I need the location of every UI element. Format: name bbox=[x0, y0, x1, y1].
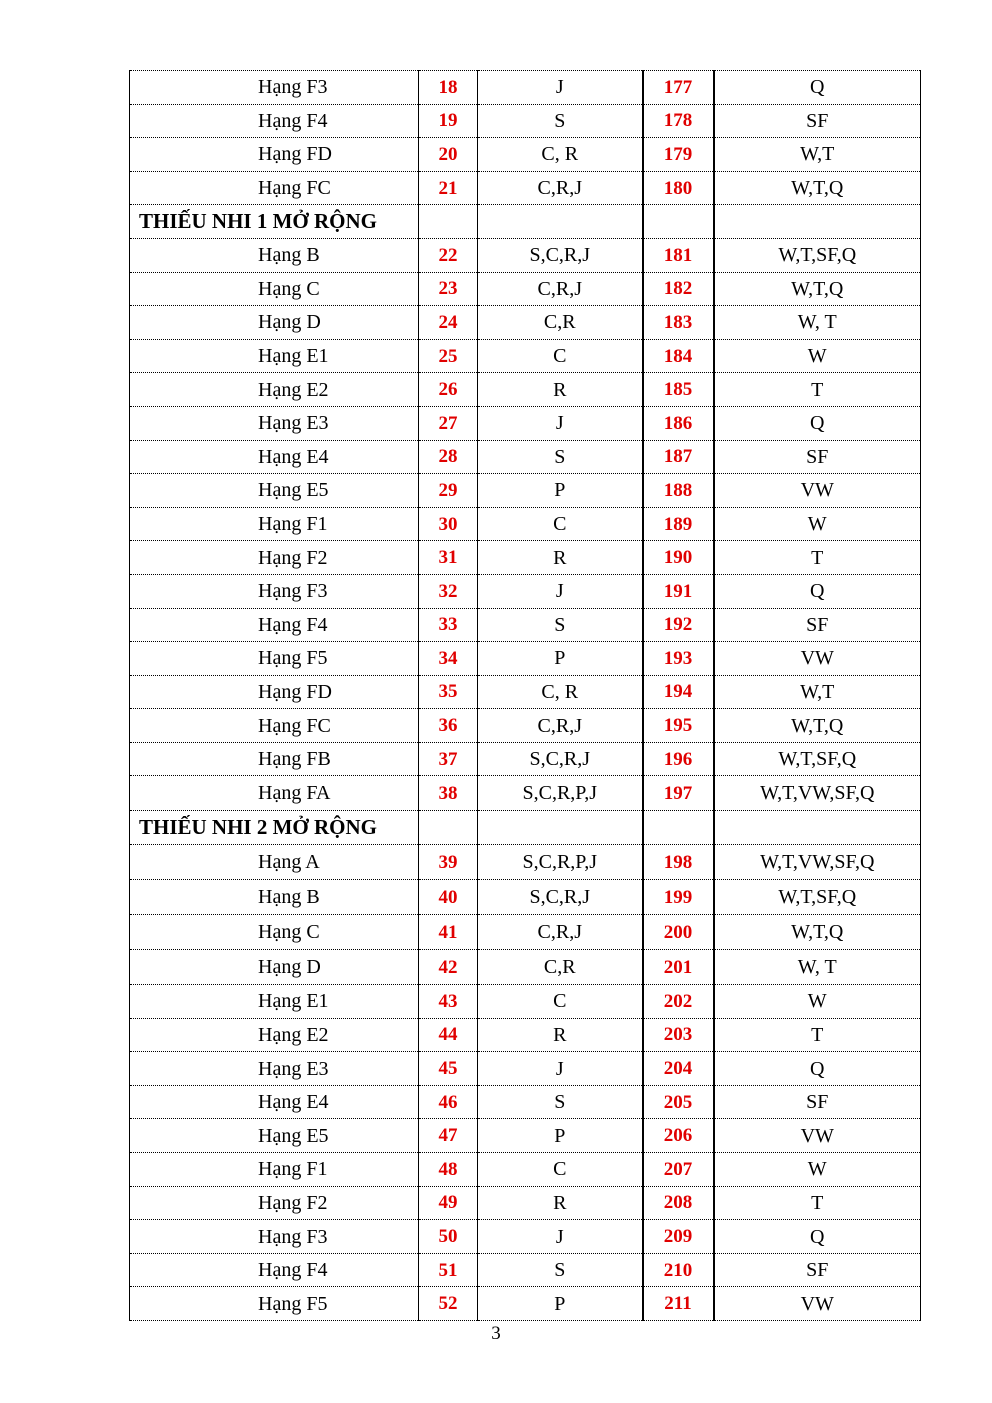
dance-codes-2-cell: VW bbox=[714, 1287, 921, 1321]
dance-codes-2-cell bbox=[714, 811, 921, 845]
table-row bbox=[130, 71, 921, 105]
event-number-1-cell: 35 bbox=[419, 675, 478, 709]
category-name-cell: THIẾU NHI 1 MỞ RỘNG bbox=[130, 205, 419, 239]
dance-codes-1-cell: S,C,R,P,J bbox=[478, 776, 643, 811]
event-number-1-cell: 41 bbox=[419, 915, 478, 950]
table-row bbox=[130, 1153, 921, 1187]
table-row bbox=[130, 104, 921, 138]
event-number-1-cell: 25 bbox=[419, 339, 478, 373]
table-row bbox=[130, 574, 921, 608]
category-name-cell: Hạng B bbox=[130, 238, 419, 272]
category-name-cell: Hạng FC bbox=[130, 171, 419, 205]
category-name-cell: Hạng E2 bbox=[130, 1018, 419, 1052]
dance-codes-2-cell: VW bbox=[714, 642, 921, 676]
dance-codes-2-cell: Q bbox=[714, 574, 921, 608]
table-row bbox=[130, 675, 921, 709]
category-table bbox=[129, 70, 921, 1321]
event-number-1-cell: 43 bbox=[419, 985, 478, 1019]
dance-codes-2-cell: T bbox=[714, 541, 921, 575]
table-row bbox=[130, 339, 921, 373]
table-row bbox=[130, 1220, 921, 1254]
event-number-1-cell bbox=[419, 205, 478, 239]
event-number-2-cell: 195 bbox=[643, 709, 714, 743]
event-number-2-cell: 200 bbox=[643, 915, 714, 950]
dance-codes-1-cell: J bbox=[478, 574, 643, 608]
category-name-cell: Hạng F3 bbox=[130, 574, 419, 608]
dance-codes-2-cell: W,T,Q bbox=[714, 272, 921, 306]
category-name-cell: Hạng E3 bbox=[130, 406, 419, 440]
dance-codes-1-cell: P bbox=[478, 1119, 643, 1153]
event-number-1-cell: 39 bbox=[419, 845, 478, 880]
table-row bbox=[130, 1287, 921, 1321]
event-number-2-cell: 180 bbox=[643, 171, 714, 205]
dance-codes-2-cell: W bbox=[714, 985, 921, 1019]
dance-codes-1-cell: J bbox=[478, 71, 643, 105]
event-number-1-cell: 33 bbox=[419, 608, 478, 642]
dance-codes-2-cell: Q bbox=[714, 1220, 921, 1254]
event-number-2-cell: 179 bbox=[643, 138, 714, 172]
event-number-1-cell: 48 bbox=[419, 1153, 478, 1187]
dance-codes-1-cell: S,C,R,J bbox=[478, 880, 643, 915]
dance-codes-2-cell: VW bbox=[714, 1119, 921, 1153]
dance-codes-1-cell: C,R,J bbox=[478, 709, 643, 743]
event-number-2-cell: 203 bbox=[643, 1018, 714, 1052]
event-number-1-cell: 27 bbox=[419, 406, 478, 440]
category-name-cell: Hạng FD bbox=[130, 138, 419, 172]
event-number-2-cell bbox=[643, 205, 714, 239]
event-number-2-cell: 187 bbox=[643, 440, 714, 474]
event-number-2-cell: 189 bbox=[643, 507, 714, 541]
table-row bbox=[130, 1186, 921, 1220]
dance-codes-2-cell: SF bbox=[714, 1253, 921, 1287]
event-number-1-cell: 28 bbox=[419, 440, 478, 474]
category-name-cell: Hạng E2 bbox=[130, 373, 419, 407]
table-row bbox=[130, 985, 921, 1019]
category-name-cell: Hạng E3 bbox=[130, 1052, 419, 1086]
table-row bbox=[130, 373, 921, 407]
dance-codes-2-cell: VW bbox=[714, 474, 921, 508]
dance-codes-2-cell: W,T,Q bbox=[714, 915, 921, 950]
event-number-1-cell: 42 bbox=[419, 950, 478, 985]
event-number-1-cell: 34 bbox=[419, 642, 478, 676]
dance-codes-1-cell: C,R bbox=[478, 306, 643, 340]
category-name-cell: Hạng D bbox=[130, 306, 419, 340]
dance-codes-2-cell: W bbox=[714, 339, 921, 373]
dance-codes-2-cell: W,T bbox=[714, 675, 921, 709]
category-name-cell: Hạng FB bbox=[130, 742, 419, 776]
event-number-2-cell: 185 bbox=[643, 373, 714, 407]
category-name-cell: Hạng FD bbox=[130, 675, 419, 709]
event-number-2-cell: 177 bbox=[643, 71, 714, 105]
table-row bbox=[130, 950, 921, 985]
category-name-cell: Hạng E5 bbox=[130, 474, 419, 508]
event-number-2-cell: 196 bbox=[643, 742, 714, 776]
dance-codes-1-cell: S,C,R,J bbox=[478, 238, 643, 272]
table-row bbox=[130, 845, 921, 880]
event-number-2-cell: 188 bbox=[643, 474, 714, 508]
event-number-2-cell: 211 bbox=[643, 1287, 714, 1321]
section-header-row bbox=[130, 811, 921, 845]
category-name-cell: THIẾU NHI 2 MỞ RỘNG bbox=[130, 811, 419, 845]
event-number-2-cell: 178 bbox=[643, 104, 714, 138]
table-row bbox=[130, 1085, 921, 1119]
category-name-cell: Hạng A bbox=[130, 845, 419, 880]
dance-codes-1-cell: P bbox=[478, 642, 643, 676]
dance-codes-2-cell: SF bbox=[714, 440, 921, 474]
dance-codes-1-cell: S bbox=[478, 1085, 643, 1119]
dance-codes-1-cell: S bbox=[478, 608, 643, 642]
dance-codes-2-cell: W bbox=[714, 507, 921, 541]
event-number-1-cell: 26 bbox=[419, 373, 478, 407]
dance-codes-1-cell: C,R,J bbox=[478, 915, 643, 950]
event-number-1-cell: 46 bbox=[419, 1085, 478, 1119]
category-name-cell: Hạng E4 bbox=[130, 1085, 419, 1119]
category-name-cell: Hạng B bbox=[130, 880, 419, 915]
table-row bbox=[130, 238, 921, 272]
event-number-2-cell: 194 bbox=[643, 675, 714, 709]
event-number-1-cell: 47 bbox=[419, 1119, 478, 1153]
dance-codes-2-cell: T bbox=[714, 1186, 921, 1220]
table-row bbox=[130, 915, 921, 950]
event-number-1-cell: 36 bbox=[419, 709, 478, 743]
table-row bbox=[130, 272, 921, 306]
event-number-2-cell: 205 bbox=[643, 1085, 714, 1119]
dance-codes-1-cell: C,R bbox=[478, 950, 643, 985]
dance-codes-2-cell bbox=[714, 205, 921, 239]
page-number: 3 bbox=[491, 1323, 501, 1344]
table-row bbox=[130, 1018, 921, 1052]
category-name-cell: Hạng E4 bbox=[130, 440, 419, 474]
dance-codes-2-cell: T bbox=[714, 1018, 921, 1052]
table-row bbox=[130, 776, 921, 811]
dance-codes-2-cell: SF bbox=[714, 1085, 921, 1119]
dance-codes-2-cell: W bbox=[714, 1153, 921, 1187]
category-name-cell: Hạng F3 bbox=[130, 71, 419, 105]
event-number-1-cell: 40 bbox=[419, 880, 478, 915]
event-number-1-cell: 52 bbox=[419, 1287, 478, 1321]
dance-codes-2-cell: W,T,Q bbox=[714, 171, 921, 205]
event-number-1-cell: 23 bbox=[419, 272, 478, 306]
event-number-2-cell: 186 bbox=[643, 406, 714, 440]
dance-codes-1-cell: C,R,J bbox=[478, 171, 643, 205]
dance-codes-1-cell: R bbox=[478, 1018, 643, 1052]
dance-codes-1-cell bbox=[478, 811, 643, 845]
event-number-2-cell: 206 bbox=[643, 1119, 714, 1153]
dance-codes-2-cell: W, T bbox=[714, 950, 921, 985]
event-number-1-cell: 19 bbox=[419, 104, 478, 138]
dance-codes-2-cell: W,T,Q bbox=[714, 709, 921, 743]
event-number-1-cell: 50 bbox=[419, 1220, 478, 1254]
dance-codes-1-cell: S bbox=[478, 104, 643, 138]
event-number-2-cell: 209 bbox=[643, 1220, 714, 1254]
event-number-2-cell: 201 bbox=[643, 950, 714, 985]
table-row bbox=[130, 541, 921, 575]
category-name-cell: Hạng F5 bbox=[130, 642, 419, 676]
category-name-cell: Hạng F1 bbox=[130, 507, 419, 541]
event-number-2-cell: 204 bbox=[643, 1052, 714, 1086]
event-number-1-cell: 49 bbox=[419, 1186, 478, 1220]
event-number-2-cell: 198 bbox=[643, 845, 714, 880]
table-row bbox=[130, 138, 921, 172]
dance-codes-1-cell: J bbox=[478, 1220, 643, 1254]
event-number-1-cell: 32 bbox=[419, 574, 478, 608]
table-row bbox=[130, 608, 921, 642]
category-name-cell: Hạng F3 bbox=[130, 1220, 419, 1254]
dance-codes-2-cell: W,T bbox=[714, 138, 921, 172]
dance-codes-2-cell: SF bbox=[714, 608, 921, 642]
event-number-2-cell: 197 bbox=[643, 776, 714, 811]
dance-codes-2-cell: SF bbox=[714, 104, 921, 138]
event-number-1-cell: 51 bbox=[419, 1253, 478, 1287]
dance-codes-1-cell: C bbox=[478, 985, 643, 1019]
dance-codes-1-cell: J bbox=[478, 406, 643, 440]
dance-codes-1-cell: S bbox=[478, 440, 643, 474]
category-name-cell: Hạng F4 bbox=[130, 1253, 419, 1287]
event-number-1-cell: 18 bbox=[419, 71, 478, 105]
dance-codes-1-cell: C bbox=[478, 339, 643, 373]
category-name-cell: Hạng FC bbox=[130, 709, 419, 743]
event-number-2-cell: 191 bbox=[643, 574, 714, 608]
table-row bbox=[130, 880, 921, 915]
category-name-cell: Hạng E5 bbox=[130, 1119, 419, 1153]
dance-codes-1-cell: C,R,J bbox=[478, 272, 643, 306]
event-number-1-cell: 45 bbox=[419, 1052, 478, 1086]
event-number-1-cell: 44 bbox=[419, 1018, 478, 1052]
section-header-row bbox=[130, 205, 921, 239]
category-name-cell: Hạng FA bbox=[130, 776, 419, 811]
table-row bbox=[130, 474, 921, 508]
dance-codes-2-cell: W, T bbox=[714, 306, 921, 340]
category-name-cell: Hạng C bbox=[130, 272, 419, 306]
category-name-cell: Hạng F4 bbox=[130, 104, 419, 138]
event-number-1-cell: 38 bbox=[419, 776, 478, 811]
dance-codes-2-cell: W,T,SF,Q bbox=[714, 742, 921, 776]
dance-codes-2-cell: W,T,SF,Q bbox=[714, 238, 921, 272]
category-name-cell: Hạng E1 bbox=[130, 339, 419, 373]
event-number-1-cell: 29 bbox=[419, 474, 478, 508]
dance-codes-1-cell: S,C,R,P,J bbox=[478, 845, 643, 880]
event-number-2-cell: 202 bbox=[643, 985, 714, 1019]
event-number-2-cell: 184 bbox=[643, 339, 714, 373]
dance-codes-1-cell: C bbox=[478, 507, 643, 541]
dance-codes-1-cell: R bbox=[478, 541, 643, 575]
table-row bbox=[130, 742, 921, 776]
event-number-2-cell: 199 bbox=[643, 880, 714, 915]
event-number-1-cell: 21 bbox=[419, 171, 478, 205]
dance-codes-2-cell: T bbox=[714, 373, 921, 407]
event-number-2-cell: 190 bbox=[643, 541, 714, 575]
table-row bbox=[130, 171, 921, 205]
table-row bbox=[130, 1119, 921, 1153]
dance-codes-1-cell: C bbox=[478, 1153, 643, 1187]
table-row bbox=[130, 1052, 921, 1086]
dance-codes-1-cell: S,C,R,J bbox=[478, 742, 643, 776]
table-row bbox=[130, 306, 921, 340]
category-name-cell: Hạng D bbox=[130, 950, 419, 985]
event-number-1-cell: 31 bbox=[419, 541, 478, 575]
event-number-2-cell: 193 bbox=[643, 642, 714, 676]
dance-codes-1-cell: P bbox=[478, 1287, 643, 1321]
dance-codes-1-cell: S bbox=[478, 1253, 643, 1287]
dance-codes-2-cell: Q bbox=[714, 71, 921, 105]
table-row bbox=[130, 709, 921, 743]
category-name-cell: Hạng F5 bbox=[130, 1287, 419, 1321]
dance-codes-2-cell: Q bbox=[714, 406, 921, 440]
dance-codes-1-cell bbox=[478, 205, 643, 239]
event-number-2-cell bbox=[643, 811, 714, 845]
dance-codes-1-cell: J bbox=[478, 1052, 643, 1086]
category-name-cell: Hạng F1 bbox=[130, 1153, 419, 1187]
event-number-1-cell: 20 bbox=[419, 138, 478, 172]
event-number-1-cell: 24 bbox=[419, 306, 478, 340]
dance-codes-2-cell: W,T,SF,Q bbox=[714, 880, 921, 915]
event-number-2-cell: 182 bbox=[643, 272, 714, 306]
event-number-2-cell: 192 bbox=[643, 608, 714, 642]
dance-codes-2-cell: Q bbox=[714, 1052, 921, 1086]
category-name-cell: Hạng F4 bbox=[130, 608, 419, 642]
table-row bbox=[130, 406, 921, 440]
table-row bbox=[130, 642, 921, 676]
event-number-2-cell: 183 bbox=[643, 306, 714, 340]
event-number-1-cell: 30 bbox=[419, 507, 478, 541]
dance-codes-1-cell: P bbox=[478, 474, 643, 508]
event-number-2-cell: 208 bbox=[643, 1186, 714, 1220]
event-number-1-cell: 22 bbox=[419, 238, 478, 272]
category-table-body bbox=[130, 71, 921, 1321]
table-row bbox=[130, 1253, 921, 1287]
dance-codes-2-cell: W,T,VW,SF,Q bbox=[714, 776, 921, 811]
dance-codes-2-cell: W,T,VW,SF,Q bbox=[714, 845, 921, 880]
category-name-cell: Hạng C bbox=[130, 915, 419, 950]
dance-codes-1-cell: C, R bbox=[478, 138, 643, 172]
table-row bbox=[130, 440, 921, 474]
table-row bbox=[130, 507, 921, 541]
dance-codes-1-cell: C, R bbox=[478, 675, 643, 709]
category-name-cell: Hạng F2 bbox=[130, 1186, 419, 1220]
event-number-2-cell: 210 bbox=[643, 1253, 714, 1287]
dance-codes-1-cell: R bbox=[478, 373, 643, 407]
event-number-2-cell: 181 bbox=[643, 238, 714, 272]
category-name-cell: Hạng E1 bbox=[130, 985, 419, 1019]
event-number-2-cell: 207 bbox=[643, 1153, 714, 1187]
dance-codes-1-cell: R bbox=[478, 1186, 643, 1220]
category-name-cell: Hạng F2 bbox=[130, 541, 419, 575]
event-number-1-cell bbox=[419, 811, 478, 845]
event-number-1-cell: 37 bbox=[419, 742, 478, 776]
